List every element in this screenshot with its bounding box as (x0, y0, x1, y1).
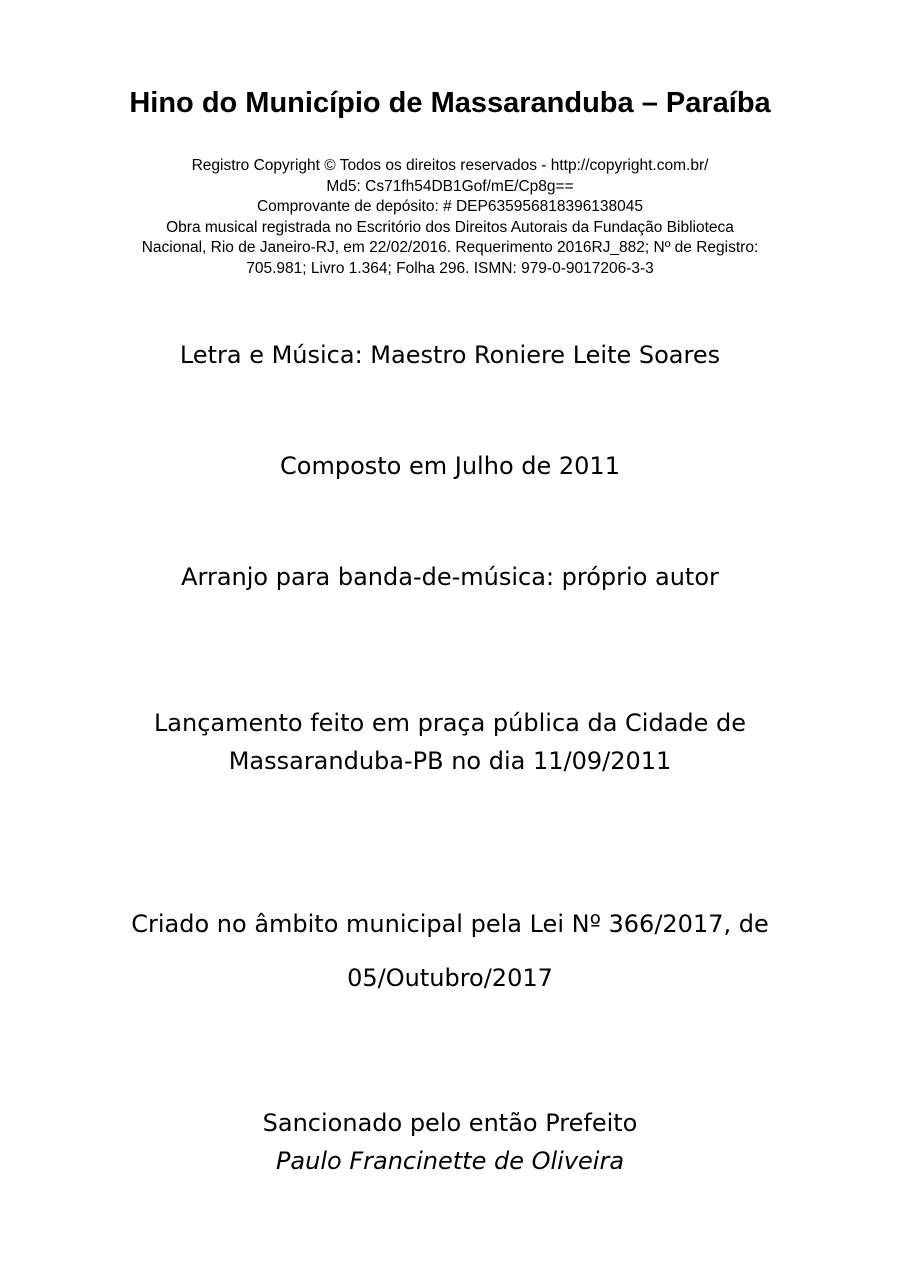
lyrics-and-music-text: Letra e Música: Maestro Roniere Leite Soares (179, 341, 721, 369)
arrangement-credit (0, 558, 900, 596)
registration-line: Obra musical registrada no Escritório dos Direitos Autorais da Fundação Biblioteca (166, 218, 734, 236)
composition-date-text: Composto em Julho de 2011 (280, 452, 620, 480)
document-title: Hino do Município de Massaranduba – Paraíba (129, 87, 771, 119)
municipal-law-info (0, 897, 900, 1005)
composition-date (0, 447, 900, 485)
sanction-info (0, 1104, 900, 1180)
launch-line-1: Lançamento feito em praça pública da Cidade de (153, 709, 747, 737)
registration-line: Md5: Cs71fh54DB1Gof/mE/Cp8g== (326, 177, 574, 195)
registration-line: Comprovante de depósito: # DEP635956818396138045 (256, 198, 644, 215)
launch-info (0, 704, 900, 780)
lyrics-and-music-credit (0, 336, 900, 374)
registration-line: 705.981; Livro 1.364; Folha 296. ISMN: 979-0-9017206-3-3 (246, 259, 654, 277)
copyright-registration (0, 156, 900, 279)
arrangement-text: Arranjo para banda-de-música: próprio autor (181, 563, 719, 591)
sanction-line: Sancionado pelo então Prefeito (262, 1109, 638, 1137)
launch-line-2: Massaranduba-PB no dia 11/09/2011 (228, 747, 672, 775)
registration-line: Registro Copyright © Todos os direitos reservados - http://copyright.com.br/ (191, 157, 709, 174)
law-line-2: 05/Outubro/2017 (347, 964, 553, 992)
mayor-name: Paulo Francinette de Oliveira (275, 1147, 625, 1175)
law-line-1: Criado no âmbito municipal pela Lei Nº 366/2017, de (131, 910, 769, 938)
registration-line: Nacional, Rio de Janeiro-RJ, em 22/02/2016. Requerimento 2016RJ_882; Nº de Registro: (141, 239, 759, 256)
